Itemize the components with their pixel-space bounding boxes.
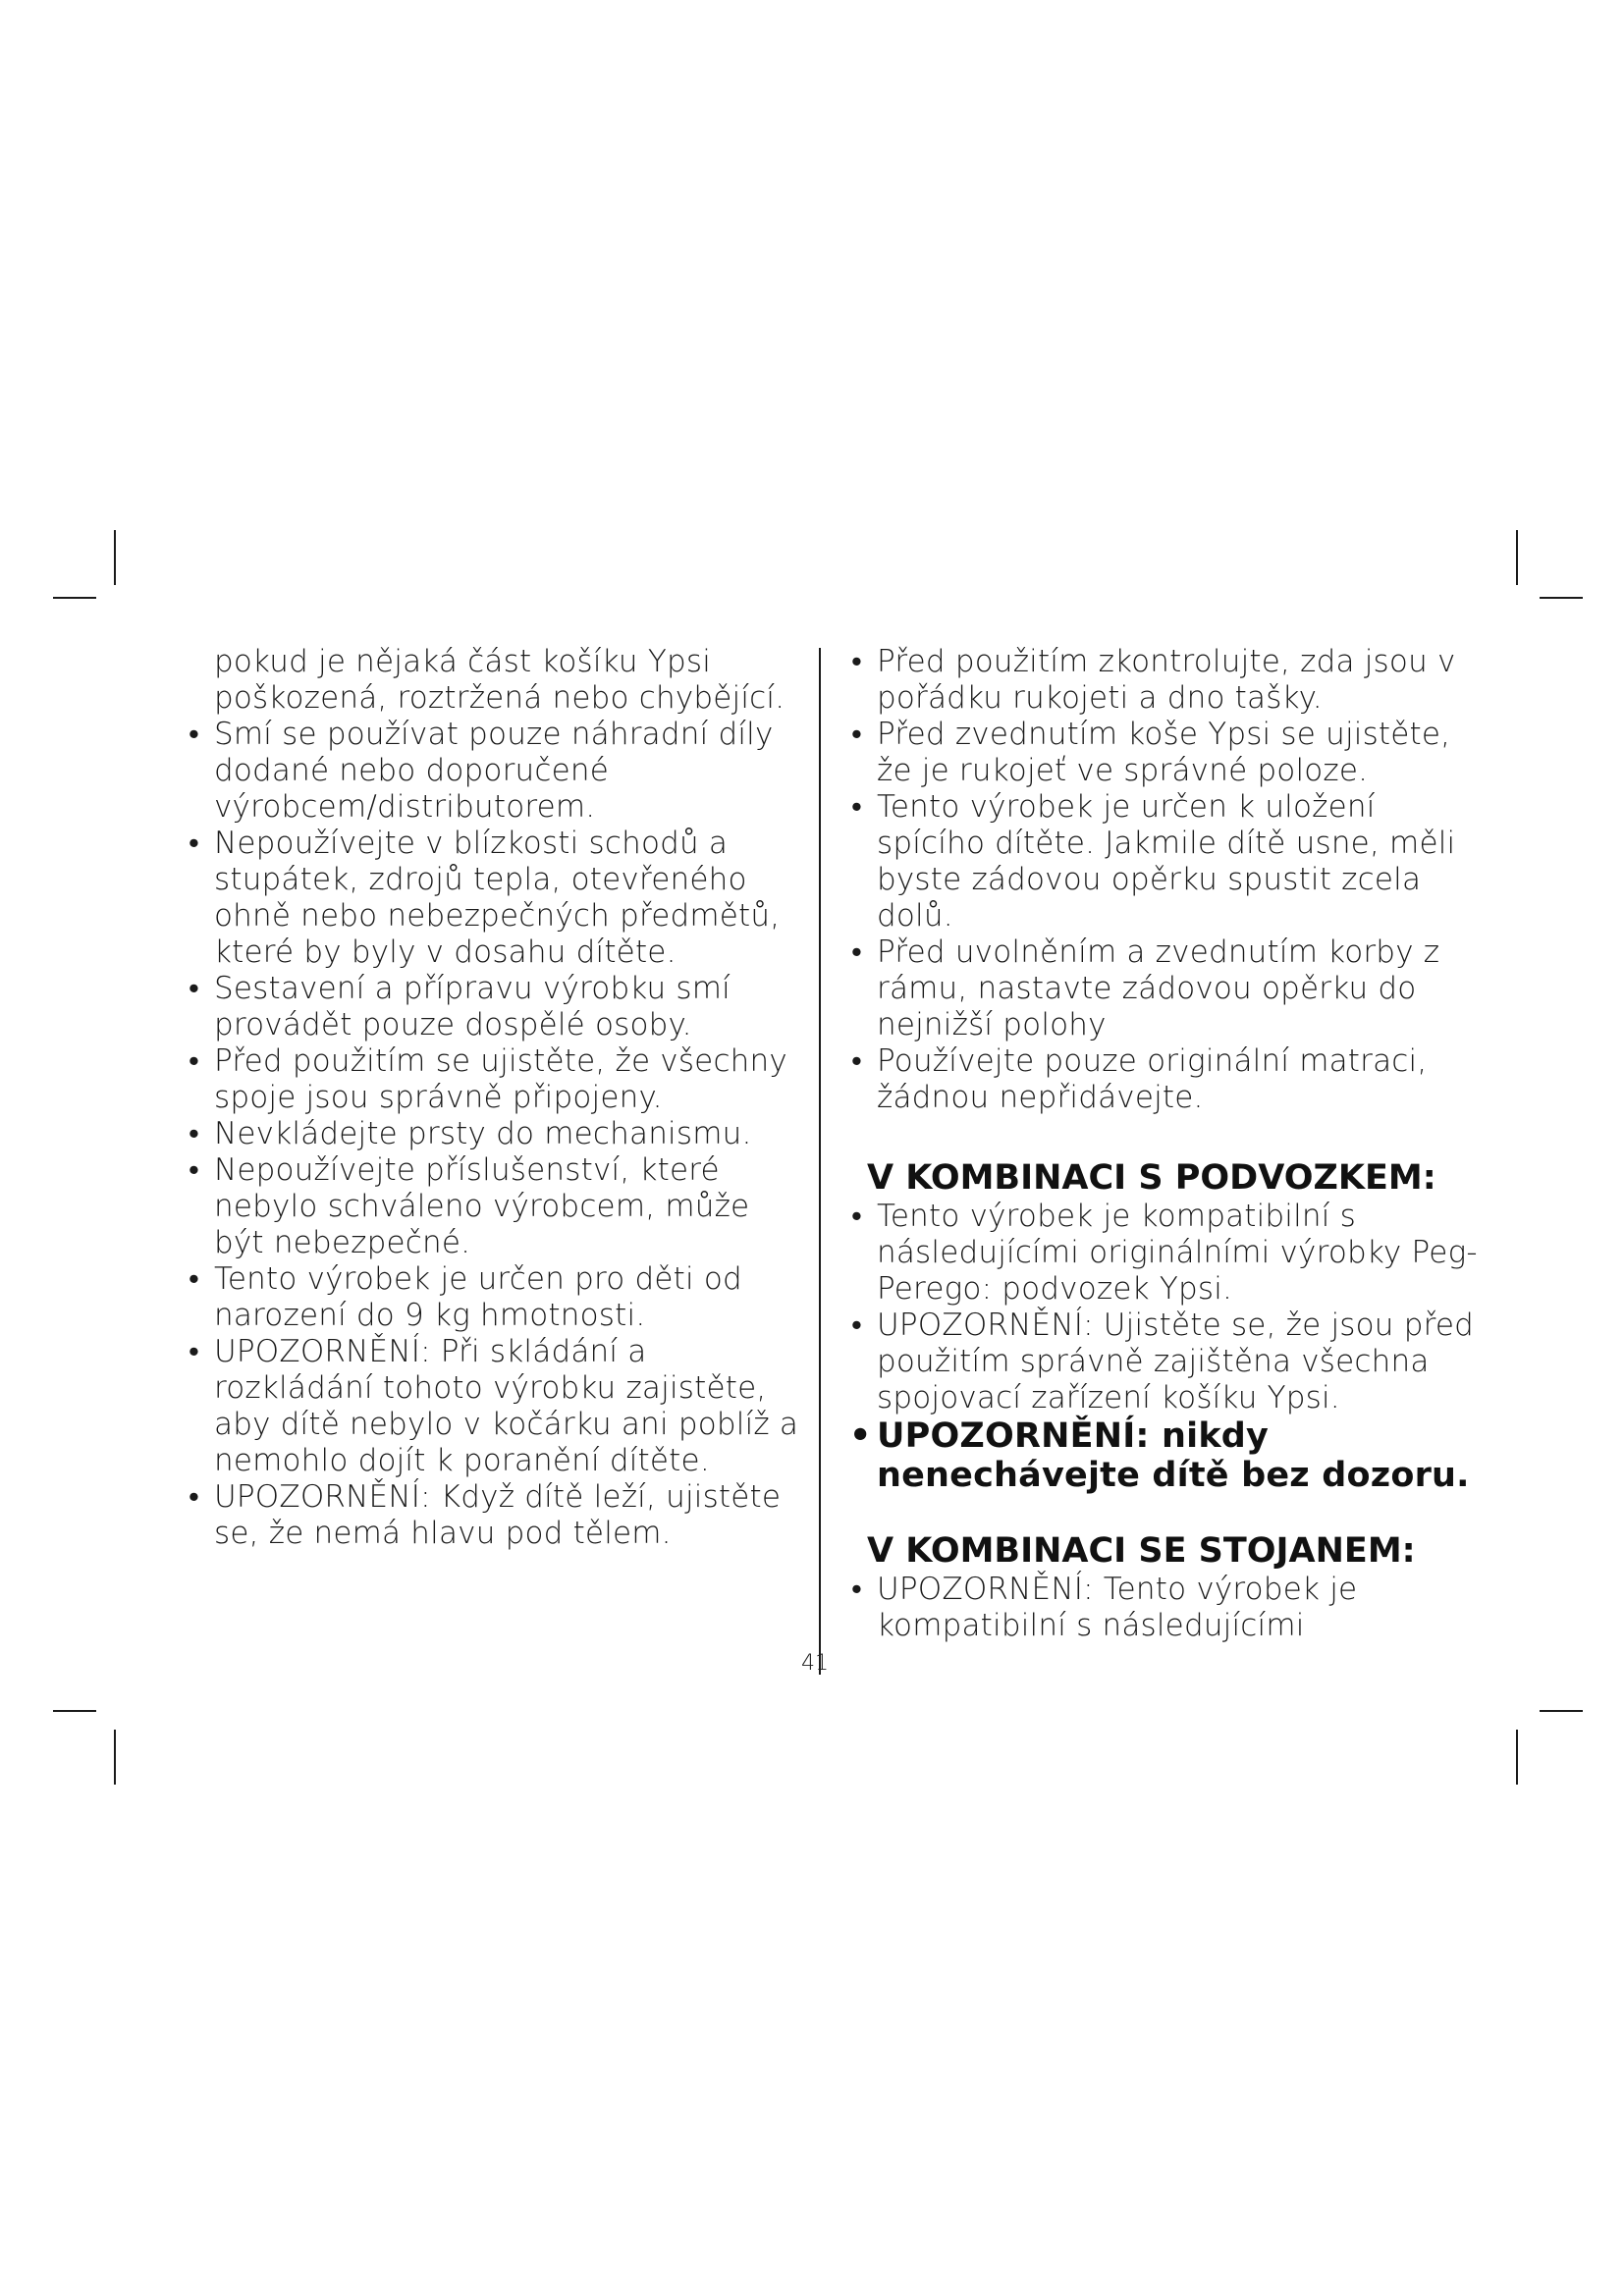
list-item: • Před použitím zkontrolujte, zda jsou v pořádku rukojeti a dno tašky. [849, 644, 1478, 717]
list-item: • UPOZORNĚNÍ: Tento výrobek je kompatibilní s následujícími [849, 1572, 1478, 1644]
crop-mark [114, 1730, 116, 1785]
crop-mark [1516, 1730, 1518, 1785]
crop-mark [1540, 1710, 1583, 1712]
section-heading-chassis: V KOMBINACI S PODVOZKEM: [867, 1158, 1436, 1198]
warning-text: • UPOZORNĚNÍ: nikdy nenechávejte dítě bez dozoru. [849, 1416, 1478, 1495]
crop-mark [1516, 530, 1518, 585]
crop-mark [114, 530, 116, 585]
page-number: 41 [801, 1651, 829, 1676]
continued-text: pokud je nějaká část košíku Ypsi poškozená, roztržená nebo chybějící. [214, 644, 785, 716]
list-item: • Nepoužívejte v blízkosti schodů a stupátek, zdrojů tepla, otevřeného ohně nebo nebezpečných předmětů, které by byly v dosahu dítěte. [187, 826, 805, 971]
crop-mark [1540, 597, 1583, 599]
list-item: • UPOZORNĚNÍ: Když dítě leží, ujistěte se, že nemá hlavu pod tělem. [187, 1479, 805, 1552]
list-item: • Tento výrobek je určen k uložení spícího dítěte. Jakmile dítě usne, měli byste zádovou opěrku spustit zcela dolů. [849, 789, 1478, 934]
list-item: • Před zvednutím koše Ypsi se ujistěte, že je rukojeť ve správné poloze. [849, 717, 1478, 789]
list-item: • Tento výrobek je kompatibilní s následujícími originálními výrobky Peg-Perego: podvozek Ypsi. [849, 1199, 1478, 1308]
list-item: • UPOZORNĚNÍ: Ujistěte se, že jsou před použitím správně zajištěna všechna spojovací zařízení košíku Ypsi. [849, 1308, 1478, 1416]
list-item: • Před použitím se ujistěte, že všechny spoje jsou správně připojeny. [187, 1043, 805, 1116]
section-heading-stand: V KOMBINACI SE STOJANEM: [867, 1531, 1416, 1571]
column-divider [819, 648, 821, 1675]
left-column [187, 644, 805, 1552]
crop-mark [53, 1710, 96, 1712]
list-item: • Nevkládejte prsty do mechanismu. [187, 1116, 805, 1152]
list-item: • UPOZORNĚNÍ: Při skládání a rozkládání tohoto výrobku zajistěte, aby dítě nebylo v kočárku ani poblíž a nemohlo dojít k poranění dítěte. [187, 1334, 805, 1479]
list-item: • Sestavení a přípravu výrobku smí provádět pouze dospělé osoby. [187, 971, 805, 1043]
list-item: • Nepoužívejte příslušenství, které nebylo schváleno výrobcem, může být nebezpečné. [187, 1152, 805, 1261]
list-item: • Tento výrobek je určen pro děti od narození do 9 kg hmotnosti. [187, 1261, 805, 1334]
right-column [849, 644, 1478, 1644]
list-item: • Před uvolněním a zvednutím korby z rámu, nastavte zádovou opěrku do nejnižší polohy [849, 934, 1478, 1043]
list-item: • Smí se používat pouze náhradní díly dodané nebo doporučené výrobcem/distributorem. [187, 717, 805, 826]
crop-mark [53, 597, 96, 599]
list-item: • Používejte pouze originální matraci, žádnou nepřidávejte. [849, 1043, 1478, 1116]
